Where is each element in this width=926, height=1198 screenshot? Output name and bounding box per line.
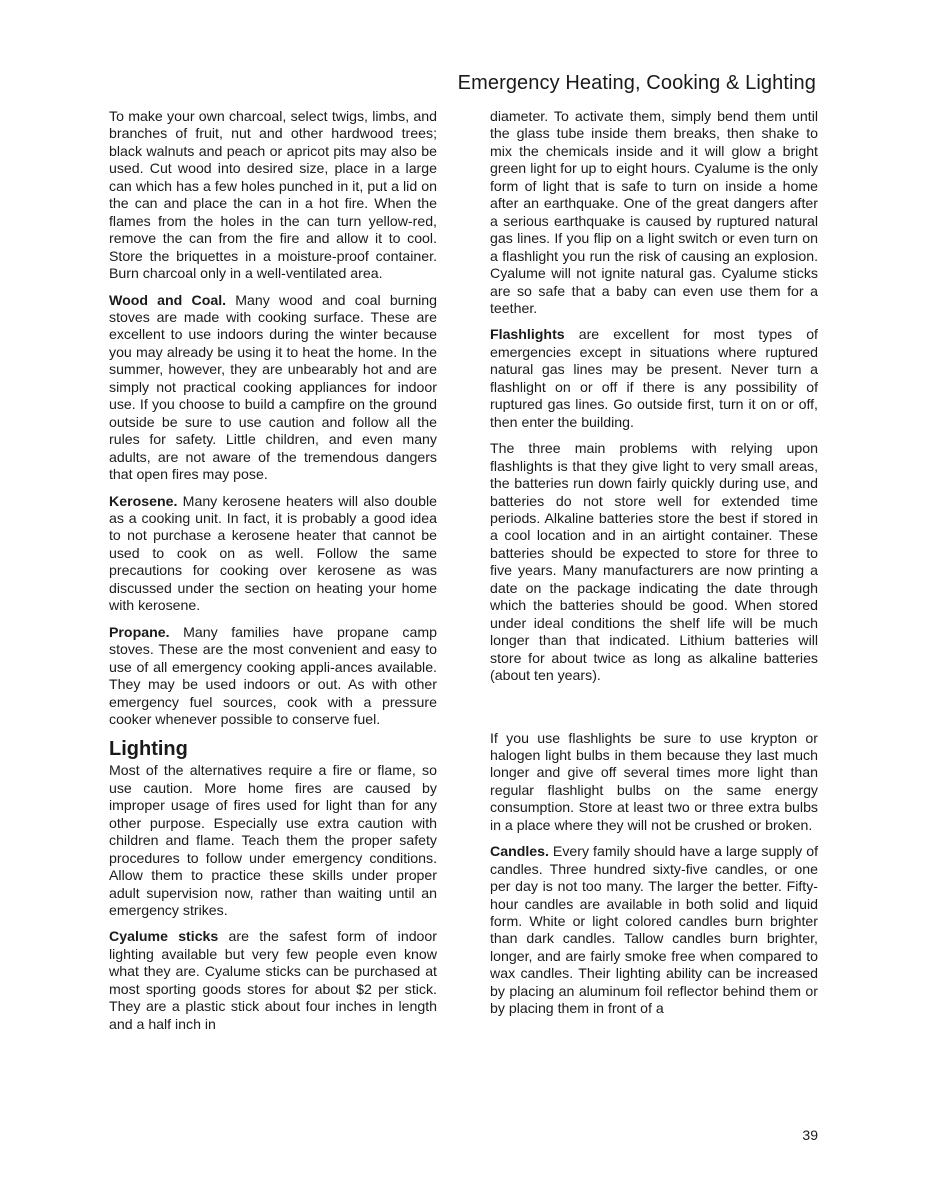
wood-coal-lead: Wood and Coal.	[109, 291, 227, 308]
flashlights-lead: Flashlights	[490, 326, 565, 343]
flashlights-paragraph	[490, 326, 818, 431]
cyalume-paragraph	[109, 928, 437, 1033]
charcoal-paragraph: To make your own charcoal, select twigs, limbs, and branches of fruit, nut and other hardwood trees; black walnuts and peach or apricot pits may also be used. Cut wood into desired size, place in a large can which has a few holes punched in it, put a lid on the can and place the can in a hot fire. When the flames from the holes in the can turn yellow-red, remove the can from the fire and allow it to cool. Store the briquettes in a moisture-proof container. Burn charcoal only in a well-ventilated area.	[109, 108, 437, 282]
propane-lead: Propane.	[109, 623, 170, 640]
wood-coal-body: Many wood and coal burning stoves are made with cooking surface. These are excellent to use indoors during the winter because you may already be using it to heat the home. In the summer, however, they are unbearably hot and are simply not practical cooking appliances for indoor use. If you choose to build a campfire on the ground outside be sure to use caution and follow all the rules for safety. Little children, and even many adults, are not aware of the tremendous dangers that open fires may pose.	[109, 291, 437, 483]
wood-coal-paragraph	[109, 292, 437, 484]
kerosene-paragraph	[109, 493, 437, 615]
kerosene-body: Many kerosene heaters will also double as a cooking unit. In fact, it is probably a good idea to not purchase a kerosene heater that cannot be used to cook on as well. Follow the same precautions for cooking over kerosene as was discussed under the section on heating your home with kerosene.	[109, 492, 437, 614]
lighting-paragraph: Most of the alternatives require a fire or flame, so use caution. More home fires are caused by improper usage of fires used for light than for any other purpose. Especially use extra caution with children and flame. Teach them the proper safety procedures to follow under emergency conditions. Allow them to practice these skills under proper adult supervision now, rather than waiting until an emergency strikes.	[109, 762, 437, 919]
batteries-paragraph: The three main problems with relying upon flashlights is that they give light to very small areas, the batteries run down fairly quickly during use, and batteries do not store well for extended time periods. Alkaline batteries store the best if stored in a cool location and in an airtight container. These batteries should be expected to store for three to five years. Many manufacturers are now printing a date on the package indicating the date through which the batteries should be good. When stored under ideal conditions the shelf life will be much longer than that indicated. Lithium batteries will store for about twice as long as alkaline batteries (about ten years).	[490, 440, 818, 684]
kerosene-lead: Kerosene.	[109, 492, 178, 509]
running-header: Emergency Heating, Cooking & Lighting	[457, 72, 816, 94]
bulbs-paragraph: If you use flashlights be sure to use krypton or halogen light bulbs in them because they last much longer and give off several times more light than regular flashlight bulbs on the same energy consumption. Store at least two or three extra bulbs in a place where they will not be crushed or broken.	[490, 729, 818, 833]
candles-body: Every family should have a large supply of candles. Three hundred sixty-five candles, or one per day is not too many. The larger the better. Fifty-hour candles are available in both solid and liquid form. White or light colored candles burn brighter than dark candles. Tallow candles burn brighter, longer, and are fairly smoke free when compared to wax candles. Their lighting ability can be increased by placing an aluminum foil reflector behind them or by placing them in front of a	[490, 843, 818, 1017]
cyalume-continued-paragraph: diameter. To activate them, simply bend them until the glass tube inside them breaks, then shake to mix the chemicals inside and it will glow a bright green light for up to eight hours. Cyalume is the only form of light that is safe to turn on inside a home after an earthquake. One of the great dangers after a serious earthquake is caused by ruptured natural gas lines. If you flip on a light switch or even turn on a flashlight you run the risk of causing an explosion. Cyalume will not ignite natural gas. Cyalume sticks are so safe that a baby can even use them for a teether.	[490, 108, 818, 316]
cyalume-body: are the safest form of indoor lighting available but very few people even know what they are. Cyalume sticks can be purchased at most sporting goods stores for about $2 per stick. They are a plastic stick about four inches in length and a half inch in	[109, 928, 437, 1032]
candles-paragraph	[490, 843, 818, 1018]
left-column	[109, 108, 437, 1033]
right-column	[490, 108, 818, 1018]
lighting-heading: Lighting	[109, 738, 188, 761]
candles-lead: Candles.	[490, 843, 549, 860]
propane-body: Many families have propane camp stoves. These are the most convenient and easy to use of all emergency cooking appli-ances available. They may be used indoors or out. As with other emergency fuel sources, cook with a pressure cooker whenever possible to conserve fuel.	[109, 623, 437, 727]
flashlights-body: are excellent for most types of emergencies except in situations where ruptured natural gas lines may be present. Never turn a flashlight on or off if there is any possibility of ruptured gas lines. Go outside first, turn it on or off, then enter the building.	[490, 326, 818, 430]
cyalume-lead: Cyalume sticks	[109, 928, 219, 945]
column-gap	[490, 694, 818, 730]
propane-paragraph	[109, 624, 437, 729]
page-number: 39	[802, 1127, 818, 1143]
